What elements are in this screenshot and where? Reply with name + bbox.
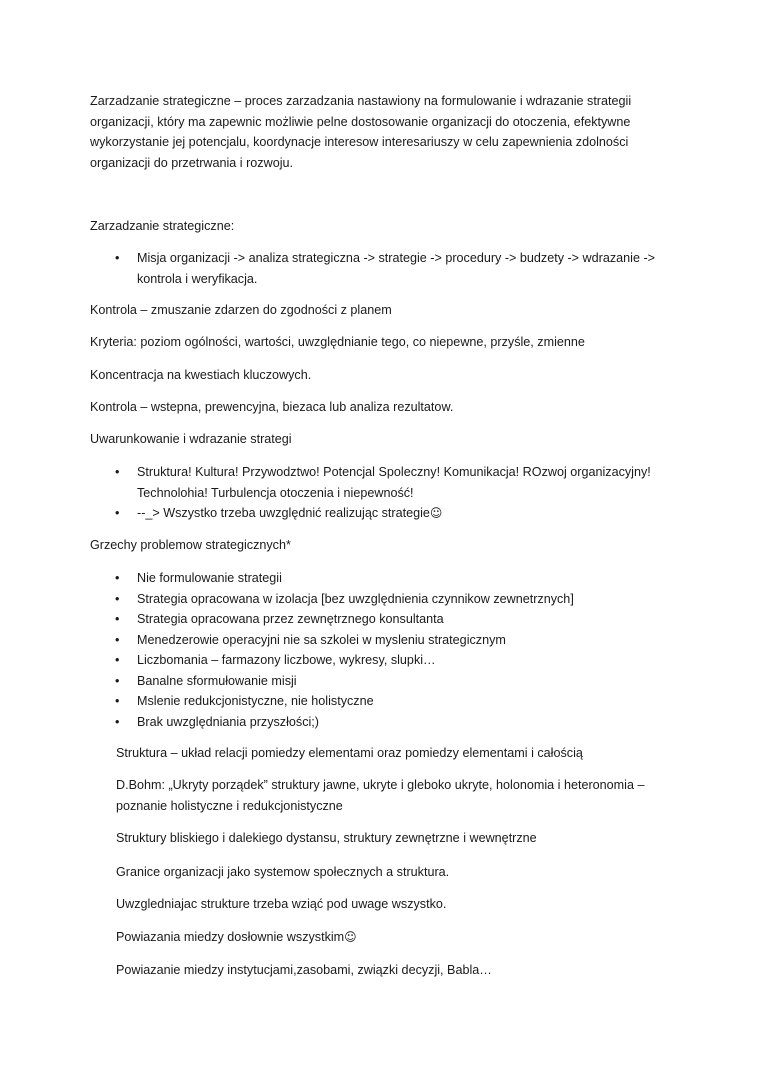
bullet-icon: •: [115, 694, 120, 708]
bullet-icon: •: [115, 251, 120, 265]
bullet-icon: •: [115, 714, 120, 729]
powiazania-line: Powiazania miedzy dosłownie wszystkim☺: [116, 930, 357, 944]
list-item: • Struktura! Kultura! Przywodztwo! Potencjal Spoleczny! Komunikacja! ROzwoj organizacyjny! Technolohia! Turbulencja otoczenia i niepewność!: [137, 462, 682, 503]
list-item: • Mslenie redukcjonistyczne, nie holistyczne: [137, 691, 682, 712]
heading-strategic-management: Zarzadzanie strategiczne:: [90, 219, 235, 233]
list-item: • Menedzerowie operacyjni nie sa szkolei w mysleniu strategicznym: [137, 630, 682, 651]
list-item: • Liczbomania – farmazony liczbowe, wykresy, slupki…: [137, 650, 682, 671]
process-list: [115, 248, 682, 289]
bullet-icon: •: [115, 571, 120, 585]
kontrola-definition: Kontrola – zmuszanie zdarzen do zgodności z planem: [90, 303, 392, 317]
struktury-dystans-line: Struktury bliskiego i dalekiego dystansu, struktury zewnętrzne i wewnętrzne: [116, 831, 537, 845]
list-item: • Misja organizacji -> analiza strategiczna -> strategie -> procedury -> budzety -> wdrazanie -> kontrola i weryfikacja.: [137, 248, 682, 289]
bullet-icon: •: [115, 465, 120, 479]
bullet-icon: •: [115, 591, 120, 606]
list-item: • --_> Wszystko trzeba uwzględnić realizując strategie☺: [137, 503, 682, 524]
uwzgledniajac-line: Uwzgledniajac strukture trzeba wziąć pod uwage wszystko.: [116, 897, 447, 911]
list-item: • Strategia opracowana w izolacja [bez uwzględnienia czynnikow zewnetrznych]: [137, 589, 682, 610]
list-item: • Brak uwzględniania przyszłości;): [137, 712, 682, 733]
kontrola-types-line: Kontrola – wstepna, prewencyjna, biezaca lub analiza rezultatow.: [90, 400, 454, 414]
uwarunkowanie-heading: Uwarunkowanie i wdrazanie strategi: [90, 432, 292, 446]
powiazanie-instytucje-line: Powiazanie miedzy instytucjami,zasobami, związki decyzji, Babla…: [116, 963, 492, 977]
smiley-icon: ☺: [344, 930, 357, 944]
smiley-icon: ☺: [429, 506, 443, 520]
intro-paragraph: Zarzadzanie strategiczne – proces zarzadzania nastawiony na formulowanie i wdrazanie strategii organizacji, który ma zapewnic możliwie pelne dostosowanie organizacji do otoczenia, efektywne wykorzystanie jej potencjalu, koordynacje interesow interesariuszy w celu zapewnienia zdolności organizacji do przetrwania i rozwoju.: [90, 94, 632, 170]
bohm-paragraph: D.Bohm: „Ukryty porządek” struktury jawne, ukryte i gleboko ukryte, holonomia i heteronomia – poznanie holistyczne i redukcjonistyczne: [116, 778, 645, 813]
bullet-icon: •: [115, 612, 120, 626]
grzechy-heading: Grzechy problemow strategicznych*: [90, 538, 291, 552]
struktura-definition: Struktura – układ relacji pomiedzy elementami oraz pomiedzy elementami i całością: [116, 746, 583, 760]
bullet-icon: •: [115, 506, 120, 520]
granice-line: Granice organizacji jako systemow społecznych a struktura.: [116, 865, 450, 879]
koncentracja-line: Koncentracja na kwestiach kluczowych.: [90, 368, 312, 382]
list-item: • Strategia opracowana przez zewnętrznego konsultanta: [137, 609, 682, 630]
bullet-icon: •: [115, 673, 120, 688]
list-item: • Nie formulowanie strategii: [137, 568, 682, 589]
grzechy-list: [115, 568, 682, 732]
bullet-icon: •: [115, 653, 120, 667]
bullet-icon: •: [115, 632, 120, 647]
kryteria-line: Kryteria: poziom ogólności, wartości, uwzględnianie tego, co niepewne, przyśle, zmienne: [90, 335, 585, 349]
uwarunkowanie-list: [115, 462, 682, 524]
list-item: • Banalne sformułowanie misji: [137, 671, 682, 692]
